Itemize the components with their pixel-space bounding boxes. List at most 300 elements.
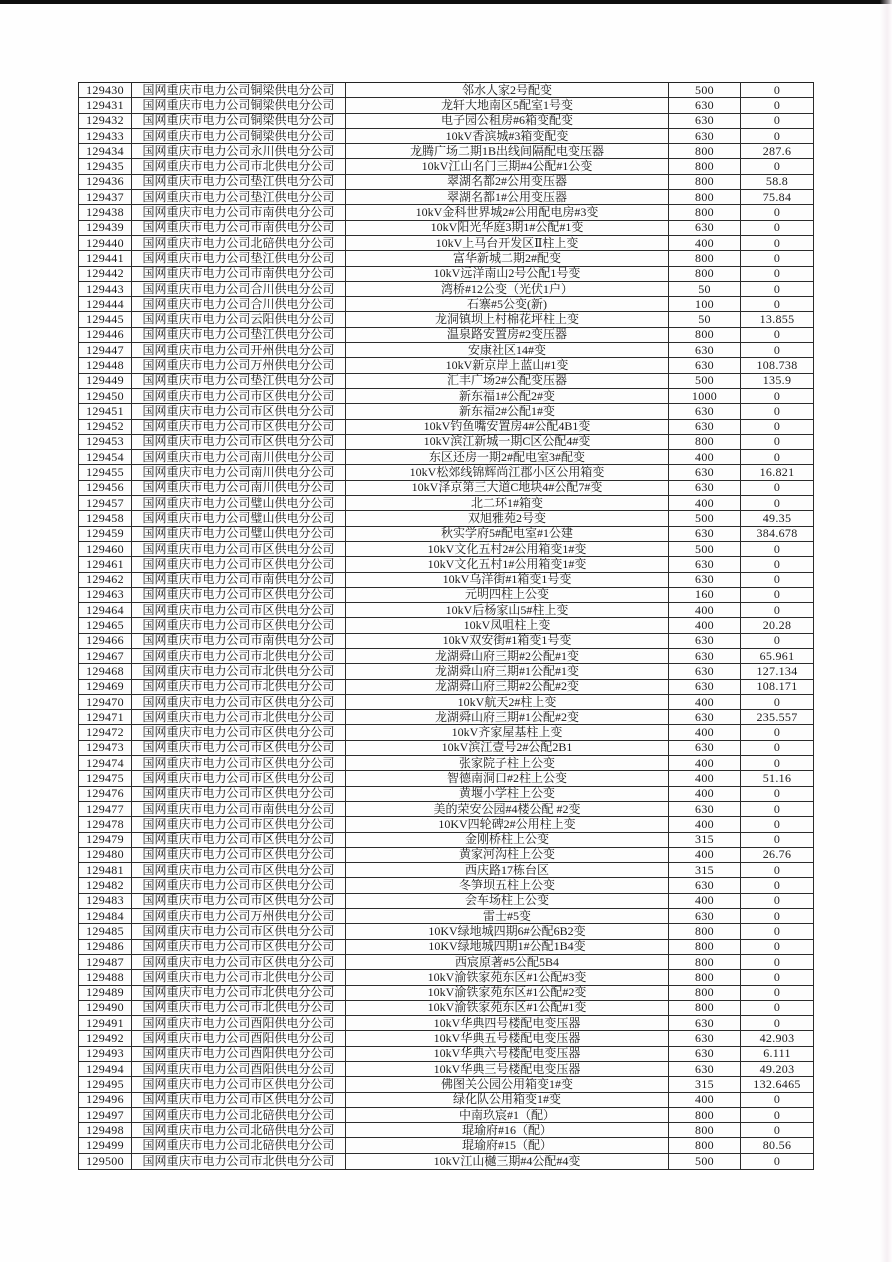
capacity-cell: 315 [669,1077,741,1092]
table-row [79,756,814,771]
station-name-cell: 10kV华典五号楼配电变压器 [346,1031,669,1046]
station-name-cell: 冬笋坝五柱上公变 [346,878,669,893]
record-id-cell: 129498 [79,1123,132,1138]
electricity-value-cell: 13.855 [741,312,814,327]
table-row [79,526,814,541]
capacity-cell: 630 [669,343,741,358]
record-id-cell: 129458 [79,511,132,526]
record-id-cell: 129467 [79,648,132,663]
capacity-cell: 630 [669,98,741,113]
table-row [79,1123,814,1138]
record-id-cell: 129433 [79,128,132,143]
table-row [79,343,814,358]
station-name-cell: 琨瑜府#16（配） [346,1123,669,1138]
table-row [79,159,814,174]
capacity-cell: 630 [669,404,741,419]
company-cell: 国网重庆市电力公司北碚供电分公司 [132,1107,346,1122]
company-cell: 国网重庆市电力公司璧山供电分公司 [132,496,346,511]
table-row [79,128,814,143]
station-name-cell: 10kV泽京第三大道C地块4#公配7#变 [346,480,669,495]
capacity-cell: 630 [669,572,741,587]
capacity-cell: 630 [669,1016,741,1031]
capacity-cell: 630 [669,557,741,572]
electricity-value-cell: 0 [741,893,814,908]
table-row [79,404,814,419]
company-cell: 国网重庆市电力公司市南供电分公司 [132,633,346,648]
capacity-cell: 800 [669,159,741,174]
capacity-cell: 500 [669,83,741,98]
company-cell: 国网重庆市电力公司酉阳供电分公司 [132,1046,346,1061]
electricity-value-cell: 127.134 [741,664,814,679]
record-id-cell: 129491 [79,1016,132,1031]
station-name-cell: 中南玖宸#1（配） [346,1107,669,1122]
electricity-value-cell: 0 [741,740,814,755]
company-cell: 国网重庆市电力公司市区供电分公司 [132,541,346,556]
station-name-cell: 10kV齐家屋基柱上变 [346,725,669,740]
table-row [79,174,814,189]
company-cell: 国网重庆市电力公司铜梁供电分公司 [132,98,346,113]
station-name-cell: 10kV航天2#柱上变 [346,694,669,709]
record-id-cell: 129466 [79,633,132,648]
company-cell: 国网重庆市电力公司垫江供电分公司 [132,174,346,189]
electricity-value-cell: 0 [741,1153,814,1169]
station-name-cell: 10kV钓鱼嘴安置房4#公配4B1变 [346,419,669,434]
company-cell: 国网重庆市电力公司市北供电分公司 [132,1153,346,1169]
table-row [79,388,814,403]
electricity-value-cell: 0 [741,266,814,281]
electricity-value-cell: 0 [741,343,814,358]
electricity-value-cell: 42.903 [741,1031,814,1046]
electricity-value-cell: 0 [741,113,814,128]
record-id-cell: 129471 [79,710,132,725]
record-id-cell: 129434 [79,144,132,159]
electricity-value-cell: 0 [741,985,814,1000]
station-name-cell: 翠湖名都2#公用变压器 [346,174,669,189]
electricity-value-cell: 108.171 [741,679,814,694]
station-name-cell: 石寨#5公变(新) [346,297,669,312]
capacity-cell: 400 [669,847,741,862]
company-cell: 国网重庆市电力公司市北供电分公司 [132,648,346,663]
capacity-cell: 630 [669,1031,741,1046]
table-row [79,618,814,633]
record-id-cell: 129445 [79,312,132,327]
company-cell: 国网重庆市电力公司市区供电分公司 [132,587,346,602]
company-cell: 国网重庆市电力公司云阳供电分公司 [132,312,346,327]
capacity-cell: 315 [669,832,741,847]
record-id-cell: 129480 [79,847,132,862]
record-id-cell: 129430 [79,83,132,98]
table-row [79,144,814,159]
record-id-cell: 129436 [79,174,132,189]
company-cell: 国网重庆市电力公司市区供电分公司 [132,771,346,786]
company-cell: 国网重庆市电力公司市区供电分公司 [132,388,346,403]
table-row [79,220,814,235]
electricity-value-cell: 287.6 [741,144,814,159]
company-cell: 国网重庆市电力公司市区供电分公司 [132,694,346,709]
capacity-cell: 1000 [669,388,741,403]
electricity-value-cell: 0 [741,909,814,924]
record-id-cell: 129462 [79,572,132,587]
station-name-cell: 10kV华典三号楼配电变压器 [346,1062,669,1077]
record-id-cell: 129441 [79,251,132,266]
capacity-cell: 400 [669,450,741,465]
electricity-value-cell: 0 [741,725,814,740]
station-name-cell: 龙湖舜山府三期#1公配#1变 [346,664,669,679]
record-id-cell: 129431 [79,98,132,113]
record-id-cell: 129483 [79,893,132,908]
capacity-cell: 630 [669,358,741,373]
capacity-cell: 630 [669,465,741,480]
station-name-cell: 邻水人家2号配变 [346,83,669,98]
electricity-value-cell: 16.821 [741,465,814,480]
station-name-cell: 10kV乌洋街#1箱变1号变 [346,572,669,587]
electricity-value-cell: 0 [741,434,814,449]
company-cell: 国网重庆市电力公司市南供电分公司 [132,266,346,281]
capacity-cell: 400 [669,893,741,908]
company-cell: 国网重庆市电力公司市区供电分公司 [132,419,346,434]
electricity-value-cell: 108.738 [741,358,814,373]
table-row [79,863,814,878]
station-name-cell: 10kV凤咀柱上变 [346,618,669,633]
electricity-value-cell: 0 [741,924,814,939]
capacity-cell: 630 [669,526,741,541]
record-id-cell: 129444 [79,297,132,312]
record-id-cell: 129442 [79,266,132,281]
company-cell: 国网重庆市电力公司市区供电分公司 [132,557,346,572]
electricity-value-cell: 0 [741,756,814,771]
capacity-cell: 800 [669,939,741,954]
station-name-cell: 东区还房一期2#配电室3#配变 [346,450,669,465]
capacity-cell: 500 [669,541,741,556]
station-name-cell: 10kV松郊线锦辉尚江郡小区公用箱变 [346,465,669,480]
station-name-cell: 琨瑜府#15（配） [346,1138,669,1153]
capacity-cell: 630 [669,648,741,663]
electricity-value-cell: 0 [741,817,814,832]
electricity-value-cell: 0 [741,220,814,235]
company-cell: 国网重庆市电力公司垫江供电分公司 [132,190,346,205]
company-cell: 国网重庆市电力公司永川供电分公司 [132,144,346,159]
company-cell: 国网重庆市电力公司璧山供电分公司 [132,511,346,526]
capacity-cell: 800 [669,205,741,220]
electricity-value-cell: 58.8 [741,174,814,189]
electricity-value-cell: 0 [741,694,814,709]
station-name-cell: 10kV华典六号楼配电变压器 [346,1046,669,1061]
electricity-value-cell: 135.9 [741,373,814,388]
company-cell: 国网重庆市电力公司市南供电分公司 [132,205,346,220]
company-cell: 国网重庆市电力公司市区供电分公司 [132,756,346,771]
record-id-cell: 129495 [79,1077,132,1092]
electricity-value-cell: 0 [741,297,814,312]
capacity-cell: 800 [669,174,741,189]
company-cell: 国网重庆市电力公司市区供电分公司 [132,1077,346,1092]
table-row [79,740,814,755]
record-id-cell: 129435 [79,159,132,174]
capacity-cell: 630 [669,878,741,893]
company-cell: 国网重庆市电力公司铜梁供电分公司 [132,83,346,98]
company-cell: 国网重庆市电力公司市区供电分公司 [132,740,346,755]
station-name-cell: 北二环1#箱变 [346,496,669,511]
capacity-cell: 800 [669,970,741,985]
record-id-cell: 129475 [79,771,132,786]
station-name-cell: 黄堰小学柱上公变 [346,786,669,801]
table-row [79,419,814,434]
company-cell: 国网重庆市电力公司市区供电分公司 [132,924,346,939]
capacity-cell: 800 [669,190,741,205]
company-cell: 国网重庆市电力公司市区供电分公司 [132,603,346,618]
table-row [79,511,814,526]
capacity-cell: 400 [669,1092,741,1107]
station-name-cell: 10KV四轮碑2#公用柱上变 [346,817,669,832]
company-cell: 国网重庆市电力公司酉阳供电分公司 [132,1062,346,1077]
station-name-cell: 龙洞镇坝上村棉花坪柱上变 [346,312,669,327]
company-cell: 国网重庆市电力公司市区供电分公司 [132,893,346,908]
capacity-cell: 400 [669,786,741,801]
capacity-cell: 630 [669,220,741,235]
record-id-cell: 129489 [79,985,132,1000]
station-name-cell: 10kV渝铁家苑东区#1公配#2变 [346,985,669,1000]
station-name-cell: 龙湖舜山府三期#2公配#2变 [346,679,669,694]
company-cell: 国网重庆市电力公司市北供电分公司 [132,1000,346,1015]
table-row [79,450,814,465]
record-id-cell: 129447 [79,343,132,358]
electricity-value-cell: 0 [741,83,814,98]
company-cell: 国网重庆市电力公司市区供电分公司 [132,618,346,633]
table-row [79,1077,814,1092]
record-id-cell: 129463 [79,587,132,602]
electricity-value-cell: 0 [741,128,814,143]
table-row [79,786,814,801]
station-name-cell: 富华新城二期2#配变 [346,251,669,266]
record-id-cell: 129472 [79,725,132,740]
table-row [79,648,814,663]
record-id-cell: 129450 [79,388,132,403]
capacity-cell: 800 [669,1107,741,1122]
company-cell: 国网重庆市电力公司市区供电分公司 [132,404,346,419]
company-cell: 国网重庆市电力公司北碚供电分公司 [132,1123,346,1138]
station-name-cell: 10kV华典四号楼配电变压器 [346,1016,669,1031]
company-cell: 国网重庆市电力公司市北供电分公司 [132,985,346,1000]
electricity-value-cell: 0 [741,388,814,403]
electricity-value-cell: 0 [741,98,814,113]
table-row [79,679,814,694]
record-id-cell: 129456 [79,480,132,495]
table-body [79,83,814,1170]
table-row [79,1153,814,1169]
capacity-cell: 400 [669,618,741,633]
record-id-cell: 129454 [79,450,132,465]
station-name-cell: 元明四柱上公变 [346,587,669,602]
station-name-cell: 10KV绿地城四期6#公配6B2变 [346,924,669,939]
electricity-value-cell: 0 [741,235,814,250]
record-id-cell: 129490 [79,1000,132,1015]
capacity-cell: 630 [669,679,741,694]
company-cell: 国网重庆市电力公司市南供电分公司 [132,572,346,587]
station-name-cell: 10kV新京岸上蓝山#1变 [346,358,669,373]
electricity-value-cell: 0 [741,1092,814,1107]
capacity-cell: 500 [669,373,741,388]
station-name-cell: 温泉路安置房#2变压器 [346,327,669,342]
capacity-cell: 400 [669,603,741,618]
record-id-cell: 129493 [79,1046,132,1061]
company-cell: 国网重庆市电力公司酉阳供电分公司 [132,1031,346,1046]
scan-edge-right [880,0,892,1262]
capacity-cell: 800 [669,1123,741,1138]
table-row [79,1062,814,1077]
record-id-cell: 129482 [79,878,132,893]
record-id-cell: 129459 [79,526,132,541]
record-id-cell: 129449 [79,373,132,388]
electricity-value-cell: 235.557 [741,710,814,725]
table-row [79,909,814,924]
station-name-cell: 10kV金科世界城2#公用配电房#3变 [346,205,669,220]
company-cell: 国网重庆市电力公司市北供电分公司 [132,664,346,679]
capacity-cell: 800 [669,985,741,1000]
record-id-cell: 129474 [79,756,132,771]
capacity-cell: 630 [669,740,741,755]
table-row [79,985,814,1000]
table-row [79,557,814,572]
station-name-cell: 10KV绿地城四期1#公配1B4变 [346,939,669,954]
capacity-cell: 50 [669,281,741,296]
company-cell: 国网重庆市电力公司酉阳供电分公司 [132,1016,346,1031]
company-cell: 国网重庆市电力公司市区供电分公司 [132,878,346,893]
station-name-cell: 10kV双安街#1箱变1号变 [346,633,669,648]
electricity-value-cell: 384.678 [741,526,814,541]
record-id-cell: 129492 [79,1031,132,1046]
capacity-cell: 50 [669,312,741,327]
station-name-cell: 10kV渝铁家苑东区#1公配#1变 [346,1000,669,1015]
table-row [79,465,814,480]
electricity-value-cell: 0 [741,1107,814,1122]
capacity-cell: 630 [669,909,741,924]
station-name-cell: 美的荣安公园#4楼公配 #2变 [346,801,669,816]
company-cell: 国网重庆市电力公司市区供电分公司 [132,832,346,847]
electricity-value-cell: 0 [741,557,814,572]
record-id-cell: 129486 [79,939,132,954]
station-name-cell: 10kV香滨城#3箱变配变 [346,128,669,143]
capacity-cell: 630 [669,633,741,648]
record-id-cell: 129461 [79,557,132,572]
electricity-value-cell: 0 [741,541,814,556]
record-id-cell: 129457 [79,496,132,511]
table-row [79,235,814,250]
record-id-cell: 129476 [79,786,132,801]
electricity-value-cell: 0 [741,251,814,266]
company-cell: 国网重庆市电力公司合川供电分公司 [132,297,346,312]
capacity-cell: 630 [669,1062,741,1077]
capacity-cell: 630 [669,801,741,816]
electricity-value-cell: 0 [741,496,814,511]
station-name-cell: 龙湖舜山府三期#2公配#1变 [346,648,669,663]
station-name-cell: 西庆路17栋台区 [346,863,669,878]
record-id-cell: 129484 [79,909,132,924]
capacity-cell: 400 [669,725,741,740]
electricity-value-cell: 0 [741,480,814,495]
capacity-cell: 800 [669,1000,741,1015]
capacity-cell: 800 [669,1138,741,1153]
record-id-cell: 129477 [79,801,132,816]
station-name-cell: 湾桥#12公变（光伏1户） [346,281,669,296]
table-row [79,572,814,587]
table-row [79,190,814,205]
electricity-value-cell: 0 [741,404,814,419]
station-name-cell: 10kV文化五村1#公用箱变1#变 [346,557,669,572]
table-row [79,83,814,98]
record-id-cell: 129451 [79,404,132,419]
station-name-cell: 秋实学府5#配电室#1公建 [346,526,669,541]
table-row [79,771,814,786]
table-row [79,970,814,985]
electricity-value-cell: 0 [741,863,814,878]
capacity-cell: 400 [669,235,741,250]
capacity-cell: 630 [669,710,741,725]
capacity-cell: 800 [669,144,741,159]
scan-edge-top [0,0,892,4]
station-name-cell: 张家院子柱上公变 [346,756,669,771]
station-name-cell: 翠湖名都1#公用变压器 [346,190,669,205]
table-row [79,1092,814,1107]
record-id-cell: 129443 [79,281,132,296]
company-cell: 国网重庆市电力公司垫江供电分公司 [132,373,346,388]
record-id-cell: 129432 [79,113,132,128]
station-name-cell: 龙湖舜山府三期#1公配#2变 [346,710,669,725]
company-cell: 国网重庆市电力公司市北供电分公司 [132,159,346,174]
company-cell: 国网重庆市电力公司市区供电分公司 [132,954,346,969]
table-row [79,434,814,449]
station-name-cell: 10kV滨江新城一期C区公配4#变 [346,434,669,449]
table-row [79,924,814,939]
company-cell: 国网重庆市电力公司市北供电分公司 [132,679,346,694]
station-name-cell: 10kV江山名门三期#4公配#1公变 [346,159,669,174]
table-row [79,847,814,862]
electricity-value-cell: 6.111 [741,1046,814,1061]
station-name-cell: 绿化队公用箱变1#变 [346,1092,669,1107]
company-cell: 国网重庆市电力公司南川供电分公司 [132,450,346,465]
capacity-cell: 800 [669,251,741,266]
electricity-value-cell: 0 [741,587,814,602]
electricity-value-cell: 0 [741,572,814,587]
electricity-value-cell: 0 [741,939,814,954]
capacity-cell: 100 [669,297,741,312]
electricity-value-cell: 65.961 [741,648,814,663]
table-row [79,939,814,954]
capacity-cell: 630 [669,113,741,128]
station-name-cell: 双旭雅苑2号变 [346,511,669,526]
record-id-cell: 129497 [79,1107,132,1122]
table-row [79,297,814,312]
station-name-cell: 10kV文化五村2#公用箱变1#变 [346,541,669,556]
record-id-cell: 129453 [79,434,132,449]
table-row [79,954,814,969]
capacity-cell: 400 [669,771,741,786]
table-row [79,817,814,832]
record-id-cell: 129448 [79,358,132,373]
table-row [79,327,814,342]
table-row [79,801,814,816]
electricity-value-cell: 0 [741,954,814,969]
record-id-cell: 129473 [79,740,132,755]
record-id-cell: 129479 [79,832,132,847]
record-id-cell: 129464 [79,603,132,618]
table-row [79,281,814,296]
capacity-cell: 500 [669,1153,741,1169]
electricity-value-cell: 0 [741,832,814,847]
company-cell: 国网重庆市电力公司北碚供电分公司 [132,235,346,250]
record-id-cell: 129437 [79,190,132,205]
electricity-value-cell: 0 [741,786,814,801]
station-name-cell: 10kV上马台开发区Ⅱ柱上变 [346,235,669,250]
electricity-value-cell: 26.76 [741,847,814,862]
